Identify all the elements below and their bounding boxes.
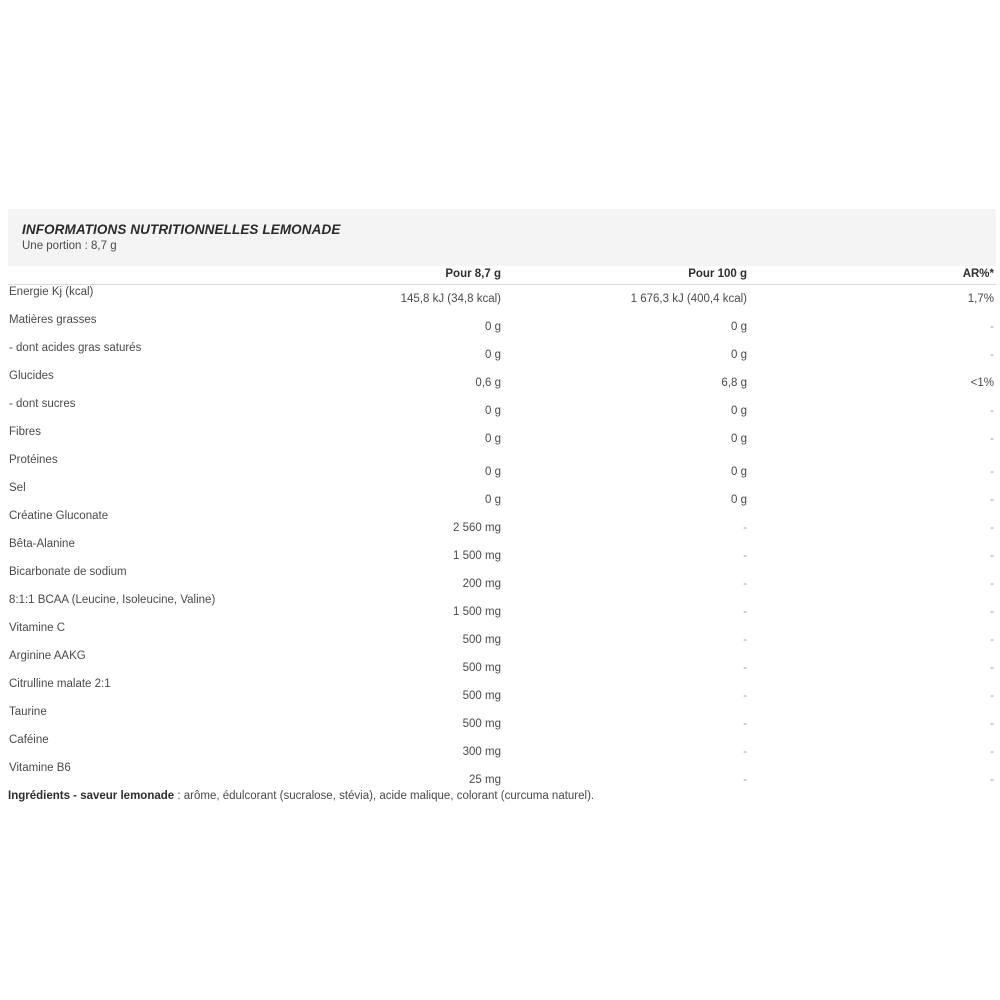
row-value-ar: -	[990, 550, 994, 562]
table-row	[8, 425, 996, 453]
row-label: Vitamine B6	[9, 762, 71, 774]
row-value-ar: 1,7%	[967, 293, 994, 305]
table-row	[8, 593, 996, 621]
table-row	[8, 369, 996, 397]
row-value-per-100g: -	[743, 746, 747, 758]
row-value-per-100g: 0 g	[731, 405, 747, 417]
table-row	[8, 649, 996, 677]
row-value-portion: 0 g	[485, 349, 501, 361]
row-value-per-100g: -	[743, 578, 747, 590]
column-header-portion: Pour 8,7 g	[445, 268, 501, 280]
row-value-ar: -	[990, 774, 994, 786]
row-value-portion: 300 mg	[462, 746, 501, 758]
table-row	[8, 285, 996, 313]
column-header-ar: AR%*	[962, 268, 994, 280]
table-row	[8, 733, 996, 761]
page-title: INFORMATIONS NUTRITIONNELLES LEMONADE	[22, 222, 341, 237]
row-value-per-100g: -	[743, 550, 747, 562]
table-row	[8, 705, 996, 733]
row-value-ar: -	[990, 433, 994, 445]
row-value-per-100g: 0 g	[731, 466, 747, 478]
table-row	[8, 481, 996, 509]
row-label: Taurine	[9, 706, 47, 718]
row-label: Fibres	[9, 426, 41, 438]
table-row	[8, 453, 996, 481]
row-label: Bicarbonate de sodium	[9, 566, 127, 578]
row-value-portion: 0 g	[485, 494, 501, 506]
row-value-per-100g: -	[743, 606, 747, 618]
row-value-ar: -	[990, 634, 994, 646]
row-value-ar: -	[990, 606, 994, 618]
row-value-per-100g: 0 g	[731, 321, 747, 333]
row-value-portion: 0 g	[485, 433, 501, 445]
table-row	[8, 537, 996, 565]
row-value-ar: -	[990, 690, 994, 702]
table-row	[8, 761, 996, 789]
row-value-ar: -	[990, 718, 994, 730]
row-value-ar: -	[990, 494, 994, 506]
row-value-per-100g: -	[743, 718, 747, 730]
row-value-portion: 0 g	[485, 466, 501, 478]
row-label: Protéines	[9, 454, 58, 466]
row-label: 8:1:1 BCAA (Leucine, Isoleucine, Valine)	[9, 594, 216, 606]
row-value-ar: -	[990, 578, 994, 590]
row-value-portion: 500 mg	[462, 690, 501, 702]
table-row	[8, 397, 996, 425]
ingredients-text: : arôme, édulcorant (sucralose, stévia), acide malique, colorant (curcuma naturel).	[174, 790, 595, 802]
row-value-portion: 145,8 kJ (34,8 kcal)	[400, 293, 501, 305]
row-value-per-100g: 6,8 g	[721, 377, 747, 389]
row-label: - dont acides gras saturés	[9, 342, 142, 354]
row-value-portion: 0 g	[485, 405, 501, 417]
nutrition-panel	[8, 209, 996, 789]
ingredients-label: Ingrédients - saveur lemonade	[8, 790, 175, 802]
serving-size: Une portion : 8,7 g	[22, 240, 117, 252]
row-label: Caféine	[9, 734, 49, 746]
row-label: Matières grasses	[9, 314, 97, 326]
column-header-per-100g: Pour 100 g	[688, 268, 747, 280]
row-label: - dont sucres	[9, 398, 76, 410]
row-value-portion: 25 mg	[469, 774, 501, 786]
row-label: Energie Kj (kcal)	[9, 286, 94, 298]
row-value-portion: 2 560 mg	[453, 522, 501, 534]
row-label: Sel	[9, 482, 26, 494]
row-value-ar: -	[990, 321, 994, 333]
row-value-ar: -	[990, 662, 994, 674]
nutrition-table	[8, 285, 996, 789]
row-label: Arginine AAKG	[9, 650, 86, 662]
table-row	[8, 677, 996, 705]
row-value-ar: -	[990, 466, 994, 478]
row-label: Glucides	[9, 370, 54, 382]
row-value-per-100g: -	[743, 774, 747, 786]
row-value-per-100g: -	[743, 662, 747, 674]
row-value-per-100g: 0 g	[731, 494, 747, 506]
row-value-per-100g: 0 g	[731, 349, 747, 361]
row-value-portion: 500 mg	[462, 662, 501, 674]
row-value-per-100g: 1 676,3 kJ (400,4 kcal)	[630, 293, 747, 305]
row-value-portion: 0 g	[485, 321, 501, 333]
row-label: Vitamine C	[9, 622, 66, 634]
table-row	[8, 341, 996, 369]
table-row	[8, 509, 996, 537]
table-row	[8, 313, 996, 341]
row-value-portion: 1 500 mg	[453, 550, 501, 562]
row-label: Bêta-Alanine	[9, 538, 75, 550]
row-value-ar: <1%	[970, 377, 994, 389]
row-value-ar: -	[990, 746, 994, 758]
row-value-per-100g: -	[743, 634, 747, 646]
row-value-portion: 500 mg	[462, 634, 501, 646]
row-value-portion: 1 500 mg	[453, 606, 501, 618]
table-header	[8, 266, 996, 285]
nutrition-header	[8, 209, 996, 266]
row-value-ar: -	[990, 349, 994, 361]
row-value-per-100g: 0 g	[731, 433, 747, 445]
row-label: Créatine Gluconate	[9, 510, 109, 522]
row-value-per-100g: -	[743, 522, 747, 534]
row-value-portion: 200 mg	[462, 578, 501, 590]
row-label: Citrulline malate 2:1	[9, 678, 111, 690]
row-value-portion: 0,6 g	[475, 377, 501, 389]
ingredients-line	[8, 790, 988, 802]
table-row	[8, 621, 996, 649]
row-value-per-100g: -	[743, 690, 747, 702]
row-value-portion: 500 mg	[462, 718, 501, 730]
row-value-ar: -	[990, 405, 994, 417]
table-row	[8, 565, 996, 593]
row-value-ar: -	[990, 522, 994, 534]
